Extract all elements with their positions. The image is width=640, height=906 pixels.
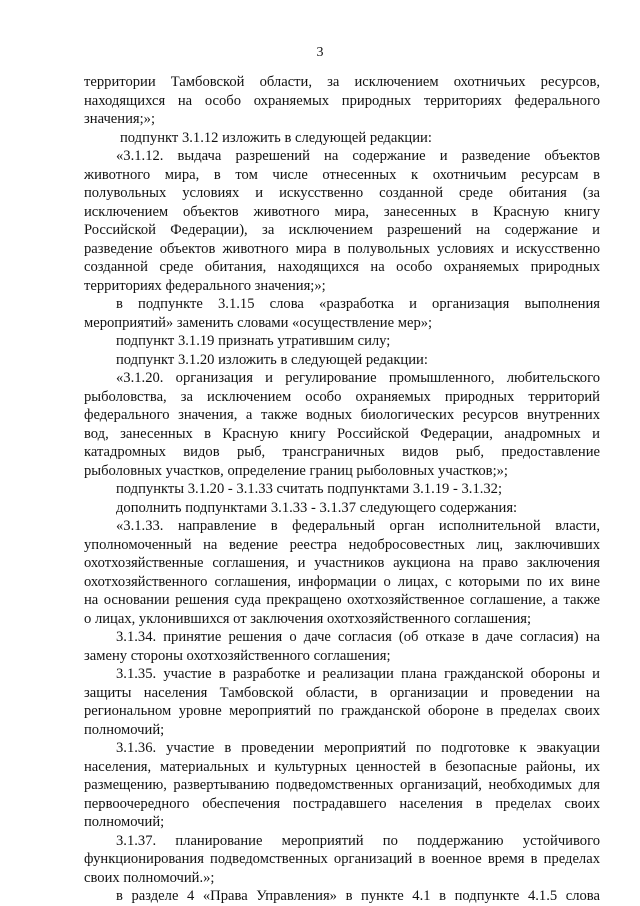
text-line: рыболовства, за исключением особо охраняемых природных территорий [84,388,600,405]
text-line: замену стороны охотхозяйственного соглашения; [84,647,391,664]
text-line: охотхозяйственные соглашения, и участников аукциона на право заключения [84,555,600,571]
text-line: полувольных условиях и искусственно созданной среде обитания (за [84,185,600,201]
text-line: подпункт 3.1.19 признать утратившим силу; [116,333,391,349]
text-line: подпункт 3.1.20 изложить в следующей редакции: [116,351,428,368]
text-line: о лицах, уклонившихся от заключения охотхозяйственного соглашения; [84,610,532,627]
text-line: 3.1.36. участие в проведении мероприятий по подготовке к эвакуации [116,740,600,756]
text-line: дополнить подпунктами 3.1.33 - 3.1.37 следующего содержания: [116,499,518,516]
text-line: «3.1.12. выдача разрешений на содержание и разведение объектов [116,148,600,164]
text-line: вод, занесенных в Красную книгу Российской Федерации, анадромных и [84,425,600,442]
text-line: полномочий; [84,721,165,738]
text-line: размещению, развертыванию подведомственных организаций, необходимых для [84,777,600,793]
text-line: региональном уровне мероприятий по гражданской обороне в пределах своих [84,703,600,719]
text-line: территории Тамбовской области, за исключением охотничьих ресурсов, [84,74,600,90]
text-line: 3.1.37. планирование мероприятий по поддержанию устойчивого [116,832,600,849]
text-line: находящихся на особо охраняемых природных территориях федерального [84,92,600,109]
text-line: территориях федерального значения;»; [84,277,326,294]
text-line: охотхозяйственного соглашения, информации о лицах, с которыми по их вине [84,573,600,590]
text-line: уполномоченный на ведение реестра недобросовестных лиц, заключивших [84,536,600,553]
page-number: 3 [316,45,324,60]
text-line: разведение объектов животного мира в полувольных условиях и искусственно [84,240,600,257]
text-line: животного мира, в том числе отнесенных к охотничьим ресурсам в [84,166,600,183]
text-line: на основании решения суда прекращено охотхозяйственное соглашение, а также [84,592,600,608]
text-line: первоочередного обеспечения пострадавшего населения в пределах своих [84,795,600,812]
text-line: функционирования подведомственных организаций в военное время в пределах [84,851,600,867]
text-line: созданной среде обитания, находящихся на особо охраняемых природных [84,259,600,275]
text-line: подпункт 3.1.12 изложить в следующей редакции: [120,129,432,146]
text-line: «3.1.20. организация и регулирование промышленного, любительского [116,370,600,386]
text-line: «3.1.33. направление в федеральный орган исполнительной власти, [116,518,600,534]
text-line: в подпункте 3.1.15 слова «разработка и организация выполнения [116,296,600,312]
text-line: Российской Федерации), за исключением разрешений на содержание и [84,222,600,238]
text-line: подпункты 3.1.20 - 3.1.33 считать подпунктами 3.1.19 - 3.1.32; [116,481,503,497]
text-line: мероприятий» заменить словами «осуществление мер»; [84,314,433,331]
text-line: федерального значения, а также водных биологических ресурсов внутренних [84,407,600,423]
text-line: 3.1.34. принятие решения о даче согласия (об отказе в даче согласия) на [116,629,600,645]
text-line: 3.1.35. участие в разработке и реализации плана гражданской обороны и [116,666,600,682]
document-body [84,73,600,906]
text-line: населения, материальных и культурных ценностей в безопасные районы, их [84,758,600,775]
text-line: рыболовных участков, определение границ рыболовных участков;»; [84,462,508,479]
text-line: в разделе 4 «Права Управления» в пункте 4.1 в подпункте 4.1.5 слова [116,888,600,904]
text-line: исключением объектов животного мира, занесенных в Красную книгу [84,203,600,220]
text-line: катадромных видов рыб, трансграничных видов рыб, предоставление [84,444,600,460]
text-line: полномочий; [84,814,165,830]
text-line: защиты населения Тамбовской области, в организации и проведении на [84,684,600,701]
text-line: своих полномочий.»; [84,869,215,886]
text-line: значения;»; [84,111,156,127]
